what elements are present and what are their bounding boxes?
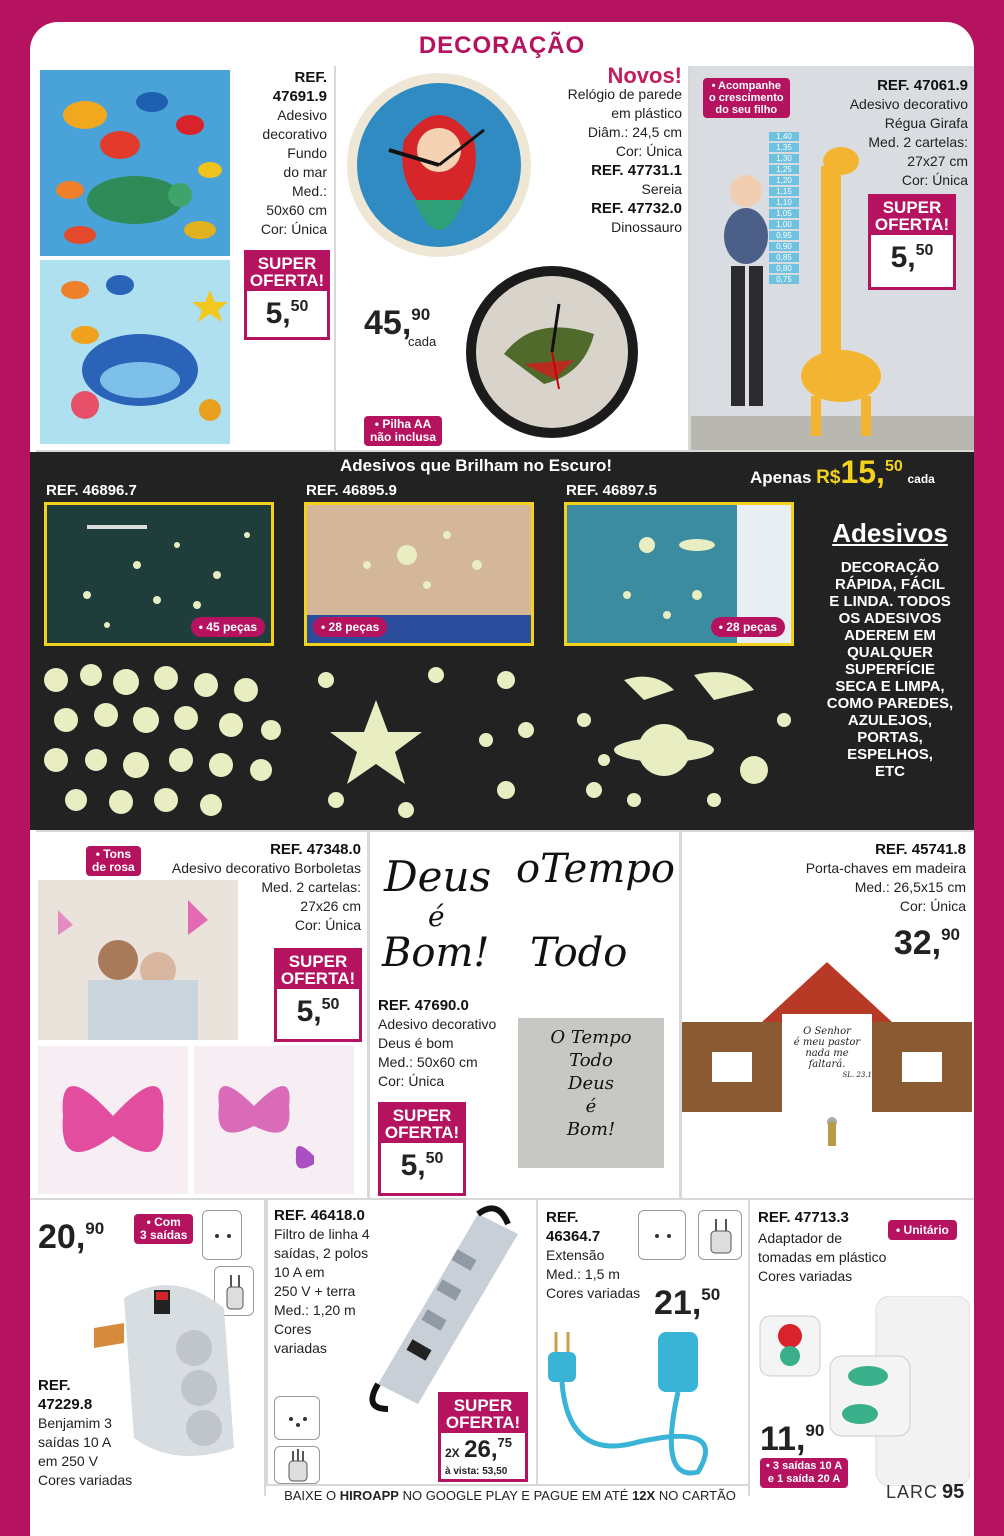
extensao-image	[538, 1312, 748, 1482]
glow-ref-1: REF. 46896.7	[46, 482, 137, 499]
plug-icon	[698, 1210, 742, 1260]
glow-stickers-sheet-3	[564, 660, 804, 820]
footer-banner: BAIXE O HIROAPP NO GOOGLE PLAY E PAGUE EM ATÉ 12X NO CARTÃO	[284, 1488, 736, 1503]
plug-3-icon	[274, 1446, 320, 1484]
catalog-page	[30, 22, 974, 1536]
glow-ref-2: REF. 46895.9	[306, 482, 397, 499]
super-offer-box: SUPER OFERTA! 5,50	[244, 250, 330, 340]
product-3-text: REF. 47061.9 Adesivo decorativo Régua Girafa Med. 2 cartelas: 27x27 cm Cor: Única	[849, 77, 968, 188]
borboletas-card-2	[194, 1046, 354, 1194]
super-offer-box: SUPER OFERTA! 5,50	[868, 194, 956, 290]
sea-sticker-image-1	[40, 70, 230, 256]
product-regua-girafa[interactable]	[689, 66, 974, 452]
clock-sereia-image	[344, 70, 534, 260]
super-offer-box: SUPER OFERTA! 5,50	[378, 1102, 466, 1196]
product-8-text: REF. 46418.0 Filtro de linha 4 saídas, 2 polos 10 A em 250 V + terra Med.: 1,20 m Cores variadas	[274, 1207, 370, 1356]
socket-icon	[638, 1210, 686, 1260]
filtro-de-linha-image	[358, 1204, 528, 1414]
adaptador-price: 11,90	[760, 1420, 825, 1458]
product-1-text: REF. 47691.9 Adesivo decorativo Fundo do mar Med.: 50x60 cm Cor: Única	[260, 69, 327, 237]
glow-photo-3[interactable]: • 28 peças	[564, 502, 794, 646]
glow-ref-3: REF. 46897.5	[566, 482, 657, 499]
product-5-text: REF. 47690.0 Adesivo decorativo Deus é bom Med.: 50x60 cm Cor: Única	[378, 997, 497, 1089]
porta-chaves-price: 32,90	[893, 924, 960, 962]
clock-price-cada: cada	[408, 334, 437, 349]
glow-stickers-band	[30, 452, 974, 830]
product-filtro-de-linha[interactable]	[266, 1198, 538, 1486]
sea-sticker-image-2	[40, 260, 230, 444]
product-deus-e-bom[interactable]	[368, 830, 681, 1200]
socket-icon	[202, 1210, 242, 1260]
glow-photo-2[interactable]: • 28 peças	[304, 502, 534, 646]
borboletas-card-1	[38, 1046, 188, 1194]
unitario-badge: • Unitário	[888, 1220, 957, 1240]
tons-de-rosa-badge: • Tons de rosa	[86, 846, 141, 876]
glow-stickers-sheet-1	[36, 660, 286, 820]
product-borboletas[interactable]	[36, 830, 369, 1200]
glow-info-panel: Adesivos DECORAÇÃO RÁPIDA, FÁCIL E LINDA. TODOS OS ADESIVOS ADEREM EM QUALQUER SUPERFÍCIE SECA E LIMPA, COMO PAREDES, AZULEJOS, PORTAS, ESPELHOS, ETC	[826, 518, 954, 780]
com-3-saidas-badge: • Com 3 saídas	[134, 1214, 193, 1244]
product-7-text: REF. 47229.8 Benjamim 3 saídas 10 A em 250 V Cores variadas	[38, 1377, 133, 1488]
glow-price: Apenas R$15,50 cada	[750, 454, 935, 490]
product-9-text: REF. 46364.7 Extensão Med.: 1,5 m Cores variadas	[546, 1209, 641, 1301]
brand-logo: LARC	[886, 1482, 939, 1502]
section-title: DECORAÇÃO	[418, 32, 586, 59]
product-porta-chaves[interactable]	[680, 830, 974, 1200]
socket-3-icon	[274, 1396, 320, 1440]
product-benjamim[interactable]	[30, 1198, 266, 1496]
product-2-text: Novos! Relógio de parede em plástico Diâm.: 24,5 cm Cor: Única REF. 47731.1 Sereia REF. 47732.0 Dinossauro	[567, 66, 682, 235]
benjamim-price: 20,90	[38, 1218, 105, 1256]
extensao-price: 21,50	[654, 1284, 721, 1322]
clock-price: 45,90	[364, 304, 431, 342]
product-adaptador[interactable]	[748, 1198, 974, 1496]
product-6-text: REF. 45741.8 Porta-chaves em madeira Med.: 26,5x15 cm Cor: Única	[805, 841, 966, 914]
product-extensao[interactable]	[536, 1198, 750, 1486]
super-offer-installments: SUPER OFERTA! 2X 26,75 à vista: 53,50	[438, 1392, 528, 1482]
product-4-text: REF. 47348.0 Adesivo decorativo Borboletas Med. 2 cartelas: 27x26 cm Cor: Única	[171, 841, 361, 933]
porta-chaves-sign: O Senhor é meu pastor nada me faltará. SL. 23.1	[793, 1026, 872, 1079]
super-offer-box: SUPER OFERTA! 5,50	[274, 948, 362, 1042]
product-10-text: REF. 47713.3 Adaptador de tomadas em plástico Cores variadas	[758, 1209, 887, 1284]
deus-script-art: Deus oTempo é Bom! Todo	[382, 846, 675, 976]
product-relogio[interactable]	[334, 66, 690, 452]
glow-stickers-sheet-2	[306, 660, 546, 820]
acompanhe-badge: • Acompanhe o crescimento do seu filho	[703, 78, 790, 118]
clock-dinossauro-image	[464, 264, 640, 440]
pilha-badge: • Pilha AA não inclusa	[364, 416, 442, 446]
page-number: 95	[942, 1481, 965, 1503]
glow-heading: Adesivos que Brilham no Escuro!	[340, 456, 613, 475]
saidas-badge: • 3 saídas 10 A e 1 saída 20 A	[760, 1458, 848, 1488]
ruler-labels: 1,40 1,35 1,30 1,25 1,20 1,15 1,10 1,05 1,00 0,95 0,90 0,85 0,80 0,75	[769, 130, 799, 286]
product-fundo-do-mar[interactable]	[36, 66, 335, 452]
deus-poster: O Tempo Todo Deus é Bom!	[518, 1018, 664, 1168]
glow-photo-1[interactable]: • 45 peças	[44, 502, 274, 646]
